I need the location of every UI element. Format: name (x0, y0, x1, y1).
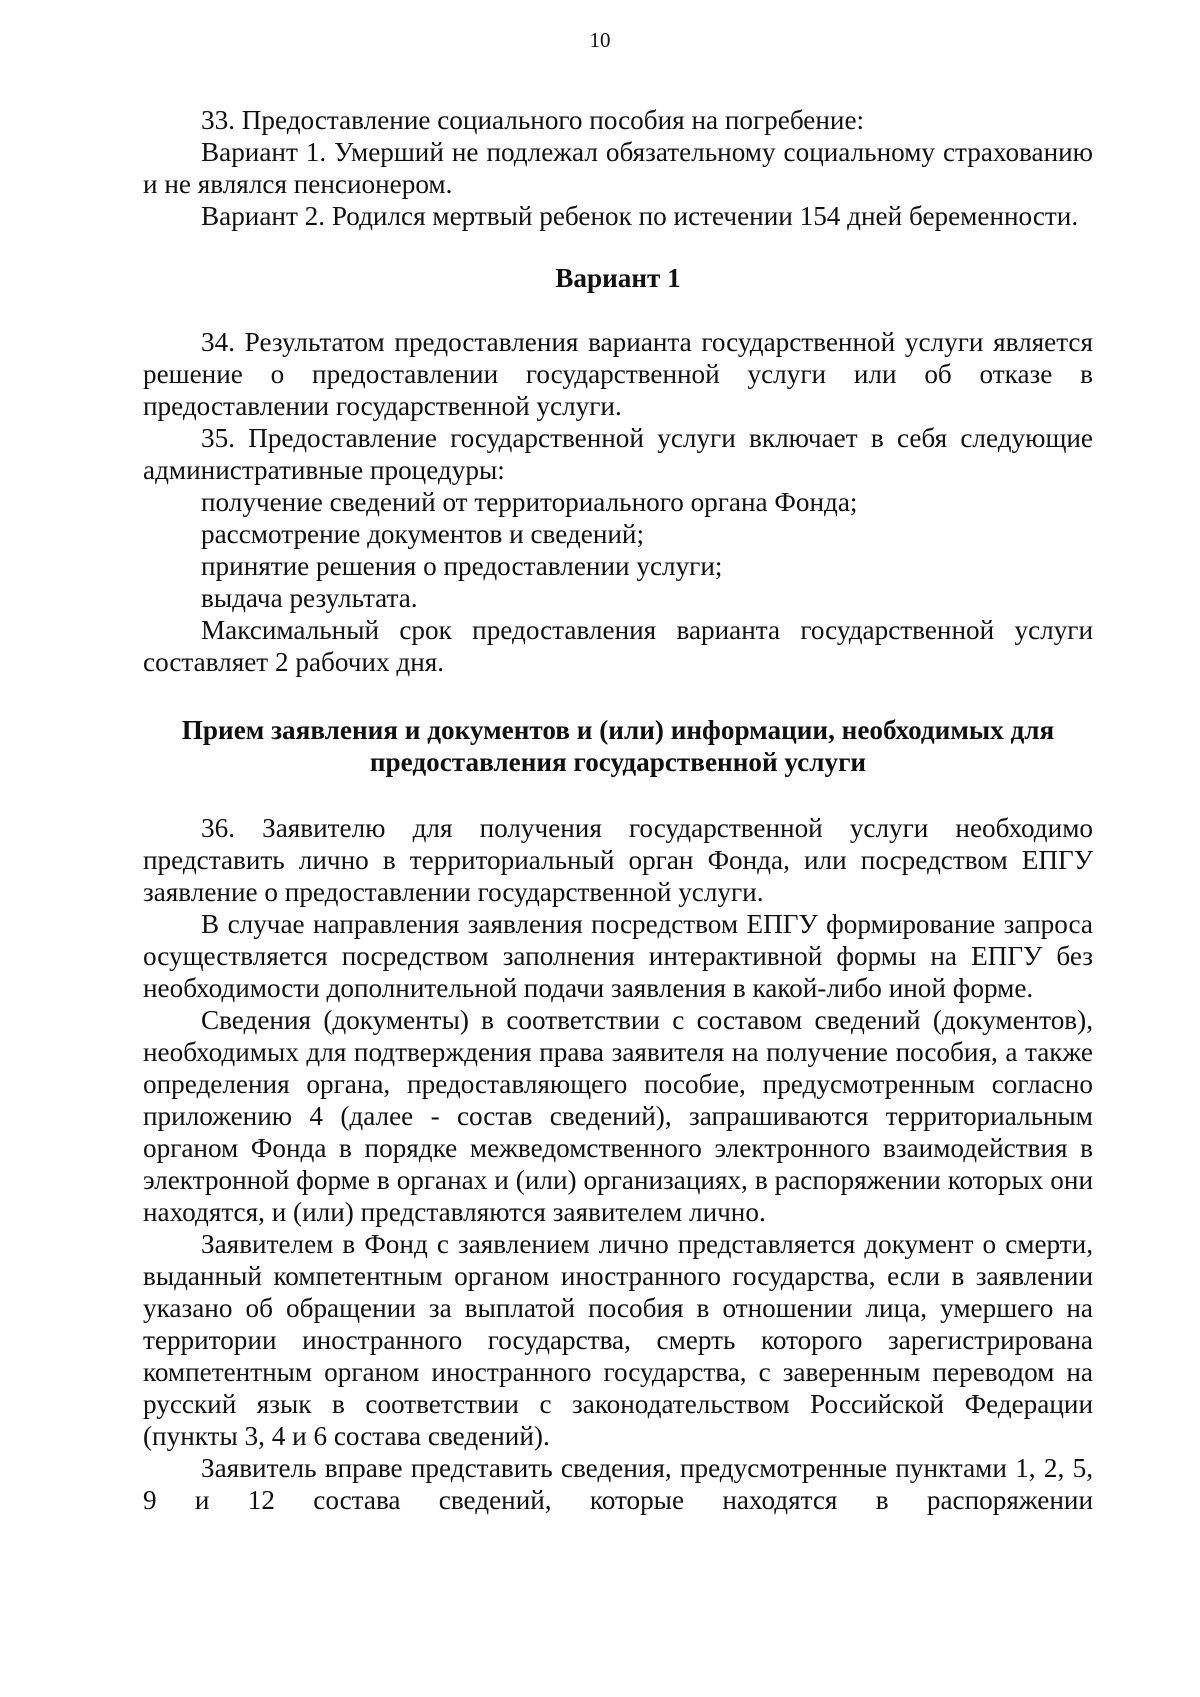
procedure-item: рассмотрение документов и сведений; (201, 519, 645, 549)
paragraph-33: 33. Предоставление социального пособия на погребение: (201, 105, 865, 135)
paragraph-36-foreign-document: Заявителем в Фонд с заявлением лично представляется документ о смерти, выданный компетентным органом иностранного государства, если в заявлении указано об обращении за выплатой пособия в отношении лица, умершего на территории иностранного государства, смерть которого зарегистрирована компетентным органом иностранного государства, с заверенным переводом на русский язык в соответствии с законодательством Российской Федерации (пункты 3, 4 и 6 состава сведений). (143, 1229, 1093, 1451)
procedure-item: принятие решения о предоставлении услуги; (201, 551, 723, 581)
section-heading-variant-1: Вариант 1 (555, 263, 681, 293)
paragraph-35: 35. Предоставление государственной услуги включает в себя следующие административные процедуры: (143, 423, 1093, 485)
paragraph-36-applicant-right: Заявитель вправе представить сведения, предусмотренные пунктами 1, 2, 5, 9 и 12 состава сведений, которые находятся в распоряжении (143, 1453, 1093, 1515)
paragraph-34: 34. Результатом предоставления варианта государственной услуги является решение о предоставлении государственной услуги или об отказе в предоставлении государственной услуги. (143, 327, 1093, 421)
procedure-item: получение сведений от территориального органа Фонда; (201, 487, 858, 517)
document-body (143, 104, 1093, 1516)
page-number: 10 (589, 28, 611, 52)
paragraph-35-max-term: Максимальный срок предоставления варианта государственной услуги составляет 2 рабочих дня. (143, 615, 1093, 677)
paragraph-36: 36. Заявителю для получения государственной услуги необходимо представить лично в территориальный орган Фонда, или посредством ЕПГУ заявление о предоставлении государственной услуги. (143, 813, 1093, 907)
paragraph-33-variant-1: Вариант 1. Умерший не подлежал обязательному социальному страхованию и не являлся пенсионером. (143, 137, 1093, 199)
section-heading-reception: Прием заявления и документов и (или) информации, необходимых для предоставления государственной услуги (181, 715, 1055, 777)
procedure-item: выдача результата. (201, 583, 418, 613)
paragraph-33-variant-2: Вариант 2. Родился мертвый ребенок по истечении 154 дней беременности. (201, 201, 1079, 231)
paragraph-36-information: Сведения (документы) в соответствии с составом сведений (документов), необходимых для подтверждения права заявителя на получение пособия, а также определения органа, предоставляющего пособие, предусмотренным согласно приложению 4 (далее - состав сведений), запрашиваются территориальным органом Фонда в порядке межведомственного электронного взаимодействия в электронной форме в органах и (или) организациях, в распоряжении которых они находятся, и (или) представляются заявителем лично. (143, 1005, 1093, 1227)
paragraph-36-epgu: В случае направления заявления посредством ЕПГУ формирование запроса осуществляется посредством заполнения интерактивной формы на ЕПГУ без необходимости дополнительной подачи заявления в какой-либо иной форме. (143, 909, 1093, 1003)
